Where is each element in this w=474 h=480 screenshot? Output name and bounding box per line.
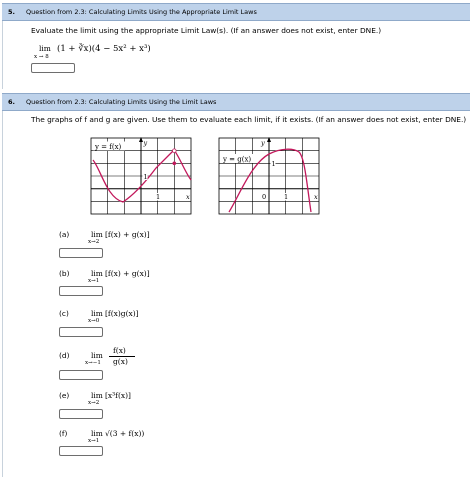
- graph-f: [89, 136, 193, 218]
- limit-subscript: x→1: [88, 278, 100, 284]
- limit-subscript: x→−1: [85, 360, 101, 366]
- part-label: (e): [59, 391, 70, 400]
- question-6-header: [2, 93, 470, 111]
- limit-operator: lim: [91, 351, 103, 360]
- part-label: (d): [59, 351, 70, 360]
- answer-input-d[interactable]: [59, 370, 103, 380]
- limit-expression: √(3 + f(x)): [105, 429, 145, 438]
- tick-label-origin: 0: [262, 193, 267, 201]
- limit-operator: lim: [91, 309, 103, 318]
- limit-subscript: x→1: [88, 438, 100, 444]
- open-point: [173, 149, 177, 153]
- limit-subscript: x→2: [88, 400, 100, 406]
- axis-label-y: y: [261, 139, 265, 147]
- answer-input-e[interactable]: [59, 409, 103, 419]
- filled-point: [173, 162, 177, 166]
- limit-expression: [f(x) + g(x)]: [105, 269, 150, 278]
- limit-operator: lim: [91, 230, 103, 239]
- limit-subscript: x→0: [88, 318, 100, 324]
- answer-input-f[interactable]: [59, 446, 103, 456]
- question-6-body: [2, 111, 469, 477]
- tick-label-y: 1: [143, 173, 148, 181]
- limit-expression: (1 + ∛x)(4 − 5x² + x³): [57, 44, 151, 54]
- tick-label-x: 1: [156, 193, 161, 201]
- fraction-numerator: f(x): [113, 346, 126, 355]
- part-label: (a): [59, 230, 70, 239]
- answer-input-c[interactable]: [59, 327, 103, 337]
- limit-operator: lim: [91, 429, 103, 438]
- question-prompt: The graphs of f and g are given. Use them to evaluate each limit, if it exists. (If an answer does not exist, enter DNE.): [31, 115, 467, 124]
- part-label: (f): [59, 429, 68, 438]
- axis-label-x: x: [186, 193, 190, 201]
- limit-operator: lim: [91, 269, 103, 278]
- limit-expression: [f(x)g(x)]: [105, 309, 139, 318]
- axis-label-x: x: [314, 193, 318, 201]
- question-title: Question from 2.3: Calculating Limits Using the Limit Laws: [26, 98, 217, 106]
- limit-expression: [f(x) + g(x)]: [105, 230, 150, 239]
- limit-expression: [x³f(x)]: [105, 391, 131, 400]
- graph-label: y = f(x): [95, 143, 122, 151]
- question-5-body: [2, 21, 469, 89]
- tick-label-x: 1: [284, 193, 289, 201]
- question-number: 6.: [8, 98, 15, 106]
- part-label: (b): [59, 269, 70, 278]
- graph-g: [217, 136, 321, 218]
- axis-label-y: y: [143, 139, 148, 147]
- answer-input-a[interactable]: [59, 248, 103, 258]
- question-number: 5.: [8, 8, 15, 16]
- question-5-header: [2, 3, 470, 21]
- answer-input-q5[interactable]: [31, 63, 75, 73]
- limit-operator: lim: [91, 391, 103, 400]
- question-prompt: Evaluate the limit using the appropriate Limit Law(s). (If an answer does not exist, enter DNE.): [31, 26, 382, 35]
- part-label: (c): [59, 309, 69, 318]
- fraction-denominator: g(x): [113, 357, 128, 366]
- answer-input-b[interactable]: [59, 286, 103, 296]
- tick-label-y: 1: [271, 160, 276, 168]
- graph-label: y = g(x): [223, 155, 252, 164]
- limit-subscript: x → 8: [34, 54, 49, 60]
- limit-operator: lim: [39, 44, 51, 53]
- question-title: Question from 2.3: Calculating Limits Using the Appropriate Limit Laws: [26, 8, 257, 16]
- limit-subscript: x→2: [88, 239, 100, 245]
